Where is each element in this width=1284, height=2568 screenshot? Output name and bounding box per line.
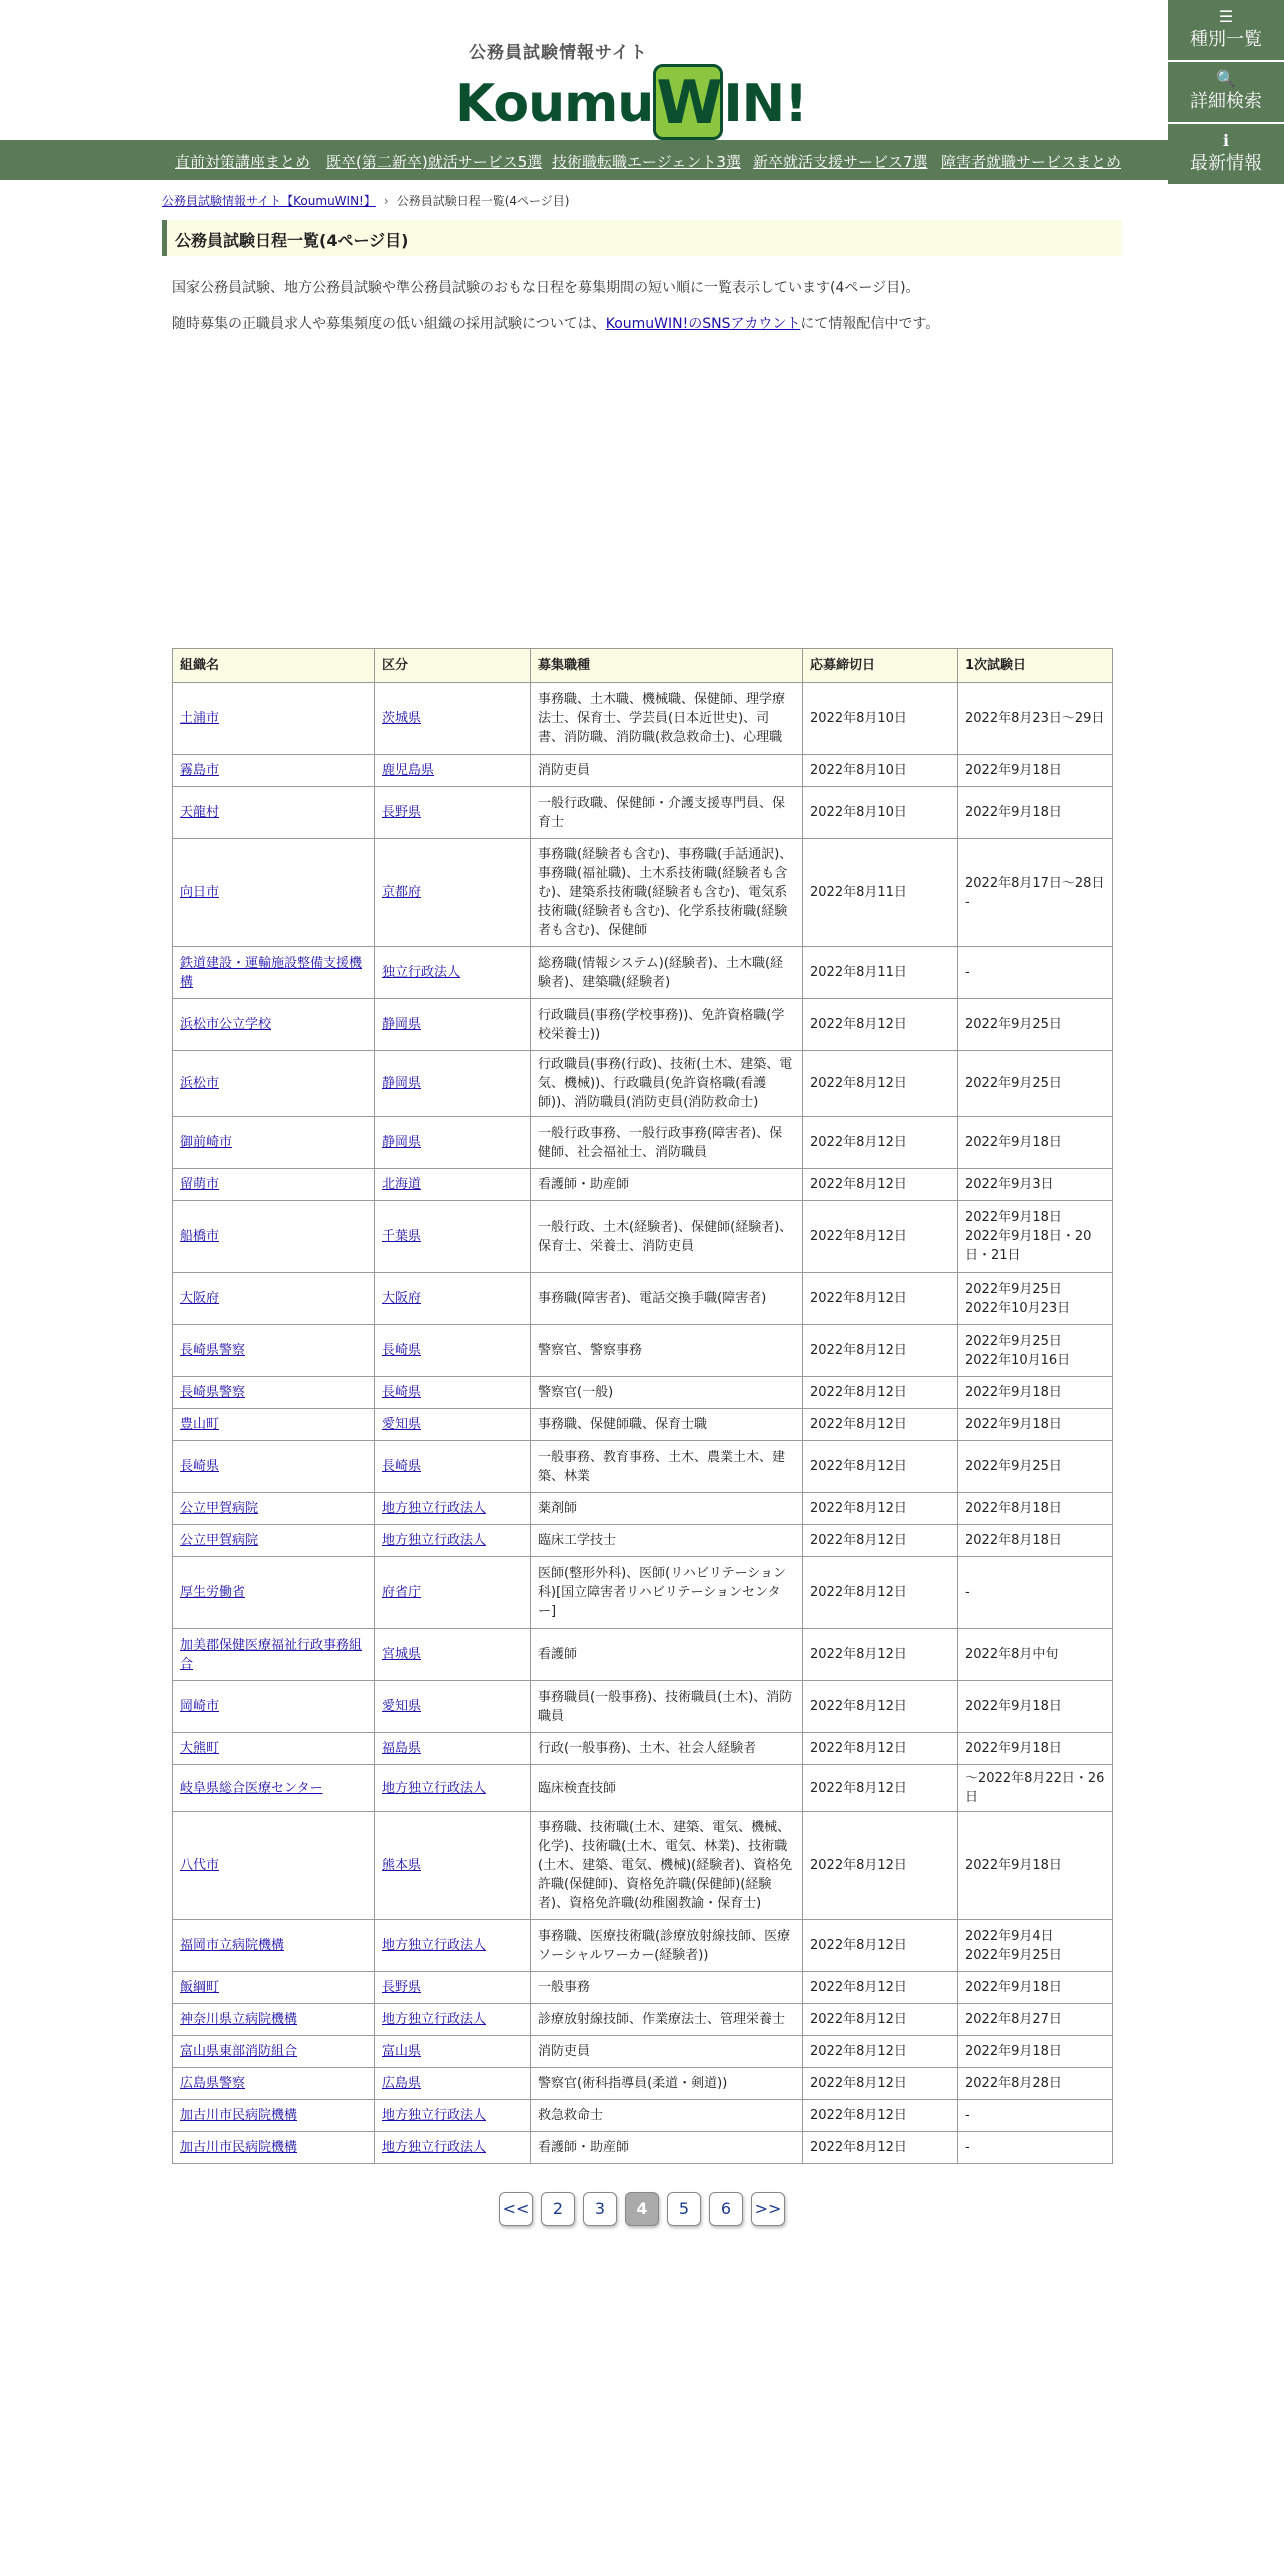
exam-date-cell: 2022年9月4日 2022年9月25日 (958, 1920, 1113, 1972)
deadline-cell: 2022年8月12日 (803, 2100, 958, 2132)
page-link[interactable]: >> (751, 2192, 785, 2226)
intro-text-after: にて情報配信中です。 (800, 316, 940, 332)
category-link[interactable]: 地方独立行政法人 (382, 1938, 487, 1953)
nav-link-newgrad-service[interactable]: 新卒就活支援サービス7選 (753, 153, 928, 171)
logo-w-mark: W (653, 64, 723, 140)
latest-info-button[interactable] (1168, 124, 1284, 186)
category-link[interactable]: 広島県 (382, 2076, 422, 2091)
deadline-cell: 2022年8月12日 (803, 1117, 958, 1169)
deadline-cell: 2022年8月12日 (803, 1201, 958, 1273)
exam-date-cell: 2022年9月25日 (958, 1441, 1113, 1493)
exam-date-cell: 2022年8月27日 (958, 2004, 1113, 2036)
breadcrumb-current: 公務員試験日程一覧(4ページ目) (396, 194, 570, 208)
table-row (173, 1557, 1113, 1629)
organization-cell (173, 1557, 375, 1629)
detail-search-button[interactable] (1168, 62, 1284, 124)
table-row (173, 1325, 1113, 1377)
deadline-cell: 2022年8月12日 (803, 1681, 958, 1733)
organization-cell (173, 1409, 375, 1441)
header-organization: 組織名 (173, 649, 375, 683)
deadline-cell: 2022年8月12日 (803, 1493, 958, 1525)
organization-cell (173, 1972, 375, 2004)
table-row (173, 1972, 1113, 2004)
deadline-cell: 2022年8月11日 (803, 947, 958, 999)
organization-link[interactable]: 厚生労働省 (180, 1585, 246, 1600)
organization-link[interactable]: 福岡市立病院機構 (180, 1938, 285, 1953)
page-title: 公務員試験日程一覧(4ページ目) (162, 220, 1122, 256)
table-row (173, 999, 1113, 1051)
category-link[interactable]: 長崎県 (382, 1343, 422, 1358)
pagination (0, 2192, 1284, 2226)
category-cell (375, 1765, 531, 1812)
exam-date-cell: 2022年9月18日 (958, 2036, 1113, 2068)
category-link[interactable]: 長野県 (382, 1980, 422, 1995)
deadline-cell: 2022年8月10日 (803, 755, 958, 787)
category-cell (375, 1377, 531, 1409)
organization-link[interactable]: 長崎県 (180, 1459, 220, 1474)
info-icon: ℹ (1222, 131, 1230, 150)
table-row (173, 947, 1113, 999)
table-body (173, 683, 1113, 2164)
organization-link[interactable]: 豊山町 (180, 1417, 220, 1432)
table-row (173, 755, 1113, 787)
deadline-cell: 2022年8月12日 (803, 1812, 958, 1920)
deadline-cell: 2022年8月12日 (803, 1377, 958, 1409)
organization-link[interactable]: 八代市 (180, 1858, 220, 1873)
deadline-cell: 2022年8月12日 (803, 2036, 958, 2068)
organization-cell (173, 2004, 375, 2036)
job-type-cell: 一般事務 (531, 1972, 803, 2004)
category-cell (375, 1493, 531, 1525)
exam-date-cell: 2022年9月18日 2022年9月18日・20日・21日 (958, 1201, 1113, 1273)
page-link[interactable]: 6 (709, 2192, 743, 2226)
exam-date-cell: 2022年9月18日 (958, 1681, 1113, 1733)
organization-link[interactable]: 神奈川県立病院機構 (180, 2012, 298, 2027)
page-link[interactable]: 3 (583, 2192, 617, 2226)
deadline-cell: 2022年8月12日 (803, 1169, 958, 1201)
table-row (173, 1920, 1113, 1972)
category-cell (375, 947, 531, 999)
job-type-cell: 行政(一般事務)、土木、社会人経験者 (531, 1733, 803, 1765)
organization-cell (173, 1812, 375, 1920)
category-cell (375, 2004, 531, 2036)
breadcrumb (162, 192, 569, 209)
table-row (173, 1681, 1113, 1733)
category-cell (375, 2068, 531, 2100)
category-cell (375, 2100, 531, 2132)
organization-cell (173, 1051, 375, 1117)
organization-cell (173, 1325, 375, 1377)
table-row (173, 1493, 1113, 1525)
sns-account-link[interactable]: KoumuWIN!のSNSアカウント (605, 316, 801, 332)
category-link[interactable]: 鹿児島県 (382, 763, 435, 778)
job-type-cell: 薬剤師 (531, 1493, 803, 1525)
organization-link[interactable]: 公立甲賀病院 (180, 1501, 259, 1516)
job-type-cell: 事務職、技術職(土木、建築、電気、機械、化学)、技術職(土木、電気、林業)、技術職(土木、建築、電気、機械)(経験者)、資格免許職(保健師)、資格免許職(保健師)(経験者)、資格免許職(幼稚園教諭・保育士) (531, 1812, 803, 1920)
job-type-cell: 事務職、保健師職、保育士職 (531, 1409, 803, 1441)
category-cell (375, 1051, 531, 1117)
category-link[interactable]: 地方独立行政法人 (382, 2140, 487, 2155)
category-link[interactable]: 独立行政法人 (382, 965, 461, 980)
exam-date-cell: 2022年9月18日 (958, 787, 1113, 839)
organization-cell (173, 2100, 375, 2132)
organization-link[interactable]: 公立甲賀病院 (180, 1533, 259, 1548)
exam-date-cell: - (958, 947, 1113, 999)
category-link[interactable]: 北海道 (382, 1177, 422, 1192)
job-type-cell: 事務職、医療技術職(診療放射線技師、医療ソーシャルワーカー(経験者)) (531, 1920, 803, 1972)
table-row (173, 1201, 1113, 1273)
category-link[interactable]: 茨城県 (382, 711, 422, 726)
organization-cell (173, 1733, 375, 1765)
job-type-cell: 行政職員(事務(行政)、技術(土木、建築、電気、機械))、行政職員(免許資格職(看護師))、消防職員(消防吏員(消防救命士) (531, 1051, 803, 1117)
organization-link[interactable]: 留萌市 (180, 1177, 220, 1192)
category-cell (375, 1441, 531, 1493)
exam-date-cell: 2022年9月18日 (958, 1812, 1113, 1920)
organization-cell (173, 1377, 375, 1409)
organization-cell (173, 947, 375, 999)
deadline-cell: 2022年8月12日 (803, 1525, 958, 1557)
category-cell (375, 1733, 531, 1765)
organization-cell (173, 1765, 375, 1812)
job-type-cell: 消防吏員 (531, 755, 803, 787)
table-row (173, 1525, 1113, 1557)
logo-subtitle: 公務員試験情報サイト (469, 43, 648, 63)
exam-date-cell: 2022年8月18日 (958, 1525, 1113, 1557)
job-type-cell: 看護師・助産師 (531, 2132, 803, 2164)
deadline-cell: 2022年8月12日 (803, 1765, 958, 1812)
table-row (173, 1629, 1113, 1681)
category-cell (375, 1812, 531, 1920)
exam-date-cell: 2022年8月中旬 (958, 1629, 1113, 1681)
nav-link-graduate-service[interactable]: 既卒(第二新卒)就活サービス5選 (326, 153, 543, 171)
organization-link[interactable]: 岡崎市 (180, 1699, 220, 1714)
category-cell (375, 1557, 531, 1629)
organization-link[interactable]: 浜松市公立学校 (180, 1017, 272, 1032)
nav-link-disability-service[interactable]: 障害者就職サービスまとめ (941, 153, 1122, 171)
category-link[interactable]: 長崎県 (382, 1385, 422, 1400)
organization-cell (173, 787, 375, 839)
menu-icon: ☰ (1218, 7, 1234, 26)
exam-date-cell: 2022年9月18日 (958, 1733, 1113, 1765)
category-cell (375, 1117, 531, 1169)
category-cell (375, 1409, 531, 1441)
job-type-cell: 一般行政職、保健師・介護支援専門員、保育士 (531, 787, 803, 839)
deadline-cell: 2022年8月12日 (803, 1972, 958, 2004)
category-link[interactable]: 静岡県 (382, 1076, 422, 1091)
category-link[interactable]: 福島県 (382, 1741, 422, 1756)
exam-date-cell: - (958, 2132, 1113, 2164)
deadline-cell: 2022年8月12日 (803, 1051, 958, 1117)
exam-date-cell: 2022年9月18日 (958, 1377, 1113, 1409)
organization-link[interactable]: 加古川市民病院機構 (180, 2108, 298, 2123)
page-link[interactable]: 5 (667, 2192, 701, 2226)
deadline-cell: 2022年8月12日 (803, 1629, 958, 1681)
category-link[interactable]: 長野県 (382, 805, 422, 820)
category-link[interactable]: 静岡県 (382, 1135, 422, 1150)
organization-link[interactable]: 飯綱町 (180, 1980, 220, 1995)
organization-cell (173, 2132, 375, 2164)
category-link[interactable]: 地方独立行政法人 (382, 1501, 487, 1516)
deadline-cell: 2022年8月12日 (803, 1733, 958, 1765)
organization-cell (173, 999, 375, 1051)
organization-cell (173, 839, 375, 947)
table-row (173, 1117, 1113, 1169)
job-type-cell: 行政職員(事務(学校事務))、免許資格職(学校栄養士)) (531, 999, 803, 1051)
organization-link[interactable]: 大阪府 (180, 1291, 220, 1306)
exam-date-cell: 2022年8月23日～29日 (958, 683, 1113, 755)
category-cell (375, 999, 531, 1051)
organization-cell (173, 1441, 375, 1493)
organization-link[interactable]: 加美郡保健医療福祉行政事務組合 (180, 1637, 363, 1672)
job-type-cell: 一般行政事務、一般行政事務(障害者)、保健師、社会福祉士、消防職員 (531, 1117, 803, 1169)
organization-cell (173, 1273, 375, 1325)
table-row (173, 839, 1113, 947)
organization-link[interactable]: 大熊町 (180, 1741, 220, 1756)
organization-cell (173, 1117, 375, 1169)
detail-search-label: 詳細検索 (1190, 91, 1262, 112)
organization-link[interactable]: 霧島市 (180, 763, 220, 778)
exam-date-cell: 2022年9月18日 (958, 1117, 1113, 1169)
category-cell (375, 2132, 531, 2164)
global-nav (0, 140, 1284, 180)
job-type-cell: 臨床検査技師 (531, 1765, 803, 1812)
deadline-cell: 2022年8月12日 (803, 1441, 958, 1493)
organization-cell (173, 755, 375, 787)
logo-wordmark (455, 64, 807, 138)
category-link[interactable]: 長崎県 (382, 1459, 422, 1474)
organization-cell (173, 1681, 375, 1733)
exam-date-cell: 2022年8月28日 (958, 2068, 1113, 2100)
deadline-cell: 2022年8月12日 (803, 1273, 958, 1325)
job-type-cell: 事務職、土木職、機械職、保健師、理学療法士、保育士、学芸員(日本近世史)、司書、消防職、消防職(救急救命士)、心理職 (531, 683, 803, 755)
category-list-button[interactable] (1168, 0, 1284, 62)
organization-link[interactable]: 広島県警察 (180, 2076, 246, 2091)
category-list-label: 種別一覧 (1190, 29, 1262, 50)
category-link[interactable]: 地方独立行政法人 (382, 2108, 487, 2123)
organization-cell (173, 683, 375, 755)
table-row (173, 1377, 1113, 1409)
deadline-cell: 2022年8月10日 (803, 683, 958, 755)
table-row (173, 2068, 1113, 2100)
category-link[interactable]: 愛知県 (382, 1699, 422, 1714)
category-cell (375, 1525, 531, 1557)
job-type-cell: 救急救命士 (531, 2100, 803, 2132)
category-cell (375, 1201, 531, 1273)
job-type-cell: 臨床工学技士 (531, 1525, 803, 1557)
breadcrumb-separator: › (383, 194, 389, 208)
deadline-cell: 2022年8月10日 (803, 787, 958, 839)
organization-link[interactable]: 長崎県警察 (180, 1385, 246, 1400)
category-cell (375, 1325, 531, 1377)
organization-link[interactable]: 鉄道建設・運輸施設整備支援機構 (180, 955, 363, 990)
exam-date-cell: 2022年9月18日 (958, 1409, 1113, 1441)
deadline-cell: 2022年8月12日 (803, 1409, 958, 1441)
search-icon: 🔍 (1216, 69, 1236, 88)
deadline-cell: 2022年8月12日 (803, 1557, 958, 1629)
exam-date-cell: ～2022年8月22日・26日 (958, 1765, 1113, 1812)
organization-cell (173, 2068, 375, 2100)
site-header (0, 0, 1284, 140)
organization-link[interactable]: 船橋市 (180, 1229, 220, 1244)
category-cell (375, 1169, 531, 1201)
exam-date-cell: 2022年9月18日 (958, 755, 1113, 787)
header-first-exam-date: 1次試験日 (958, 649, 1113, 683)
deadline-cell: 2022年8月12日 (803, 2132, 958, 2164)
exam-date-cell: 2022年8月17日～28日 - (958, 839, 1113, 947)
category-cell (375, 683, 531, 755)
category-cell (375, 755, 531, 787)
table-row (173, 1051, 1113, 1117)
job-type-cell: 警察官、警察事務 (531, 1325, 803, 1377)
organization-cell (173, 1493, 375, 1525)
table-row (173, 2100, 1113, 2132)
exam-date-cell: 2022年8月18日 (958, 1493, 1113, 1525)
category-cell (375, 839, 531, 947)
organization-link[interactable]: 加古川市民病院機構 (180, 2140, 298, 2155)
exam-schedule-table-wrapper (172, 648, 1112, 2164)
table-row (173, 1765, 1113, 1812)
deadline-cell: 2022年8月12日 (803, 1920, 958, 1972)
job-type-cell: 看護師・助産師 (531, 1169, 803, 1201)
organization-link[interactable]: 岐阜県総合医療センター (180, 1780, 323, 1796)
table-header-row (173, 649, 1113, 683)
job-type-cell: 医師(整形外科)、医師(リハビリテーション科)[国立障害者リハビリテーションセンター] (531, 1557, 803, 1629)
job-type-cell: 一般行政、土木(経験者)、保健師(経験者)、保育士、栄養士、消防吏員 (531, 1201, 803, 1273)
table-row (173, 1273, 1113, 1325)
category-link[interactable]: 富山県 (382, 2044, 422, 2059)
latest-info-label: 最新情報 (1190, 153, 1262, 174)
organization-cell (173, 1169, 375, 1201)
table-row (173, 787, 1113, 839)
category-cell (375, 1273, 531, 1325)
deadline-cell: 2022年8月12日 (803, 999, 958, 1051)
exam-date-cell: 2022年9月25日 2022年10月23日 (958, 1273, 1113, 1325)
job-type-cell: 警察官(一般) (531, 1377, 803, 1409)
category-link[interactable]: 宮城県 (382, 1647, 422, 1662)
category-cell (375, 1629, 531, 1681)
table-row (173, 683, 1113, 755)
organization-cell (173, 1920, 375, 1972)
header-job-type: 募集職種 (531, 649, 803, 683)
category-link[interactable]: 大阪府 (382, 1291, 422, 1306)
nav-link-exam-prep[interactable]: 直前対策講座まとめ (175, 153, 311, 171)
job-type-cell: 診療放射線技師、作業療法士、管理栄養士 (531, 2004, 803, 2036)
logo-text-in: IN! (723, 74, 807, 134)
organization-link[interactable]: 浜松市 (180, 1076, 220, 1091)
category-link[interactable]: 静岡県 (382, 1017, 422, 1032)
organization-cell (173, 1201, 375, 1273)
job-type-cell: 事務職(障害者)、電話交換手職(障害者) (531, 1273, 803, 1325)
category-cell (375, 787, 531, 839)
exam-date-cell: 2022年9月25日 (958, 999, 1113, 1051)
exam-date-cell: 2022年9月25日 2022年10月16日 (958, 1325, 1113, 1377)
deadline-cell: 2022年8月12日 (803, 2068, 958, 2100)
intro-paragraph-2 (172, 313, 939, 333)
header-deadline: 応募締切日 (803, 649, 958, 683)
intro-paragraph-1: 国家公務員試験、地方公務員試験や準公務員試験のおもな日程を募集期間の短い順に一覧表示しています(4ページ目)。 (172, 280, 920, 296)
job-type-cell: 消防吏員 (531, 2036, 803, 2068)
exam-date-cell: 2022年9月3日 (958, 1169, 1113, 1201)
deadline-cell: 2022年8月11日 (803, 839, 958, 947)
table-row (173, 1409, 1113, 1441)
category-link[interactable]: 府省庁 (382, 1585, 422, 1600)
category-link[interactable]: 地方独立行政法人 (382, 1533, 487, 1548)
table-row (173, 1812, 1113, 1920)
exam-date-cell: 2022年9月25日 (958, 1051, 1113, 1117)
organization-cell (173, 1525, 375, 1557)
exam-date-cell: - (958, 1557, 1113, 1629)
table-row (173, 2132, 1113, 2164)
nav-link-tech-agent[interactable]: 技術職転職エージェント3選 (552, 153, 741, 171)
category-link[interactable]: 地方独立行政法人 (382, 2012, 487, 2027)
exam-date-cell: 2022年9月18日 (958, 1972, 1113, 2004)
job-type-cell: 看護師 (531, 1629, 803, 1681)
table-row (173, 2036, 1113, 2068)
intro-text-before: 随時募集の正職員求人や募集頻度の低い組織の採用試験については、 (172, 316, 606, 332)
deadline-cell: 2022年8月12日 (803, 1325, 958, 1377)
exam-schedule-table (172, 648, 1113, 2164)
organization-link[interactable]: 御前崎市 (180, 1135, 233, 1150)
organization-link[interactable]: 土浦市 (180, 711, 220, 726)
table-row (173, 1169, 1113, 1201)
page-link[interactable]: 2 (541, 2192, 575, 2226)
category-cell (375, 1920, 531, 1972)
header-category: 区分 (375, 649, 531, 683)
job-type-cell: 事務職員(一般事務)、技術職員(土木)、消防職員 (531, 1681, 803, 1733)
page-link[interactable]: << (499, 2192, 533, 2226)
category-link[interactable]: 千葉県 (382, 1229, 422, 1244)
table-row (173, 1733, 1113, 1765)
organization-link[interactable]: 長崎県警察 (180, 1343, 246, 1358)
category-link[interactable]: 熊本県 (382, 1858, 422, 1873)
page-current: 4 (625, 2192, 659, 2226)
job-type-cell: 一般事務、教育事務、土木、農業土木、建築、林業 (531, 1441, 803, 1493)
organization-link[interactable]: 富山県東部消防組合 (180, 2044, 298, 2059)
organization-link[interactable]: 天龍村 (180, 805, 220, 820)
job-type-cell: 警察官(術科指導員(柔道・剣道)) (531, 2068, 803, 2100)
category-link[interactable]: 京都府 (382, 885, 422, 900)
job-type-cell: 総務職(情報システム)(経験者)、土木職(経験者)、建築職(経験者) (531, 947, 803, 999)
organization-cell (173, 1629, 375, 1681)
job-type-cell: 事務職(経験者も含む)、事務職(手話通訳)、事務職(福祉職)、土木系技術職(経験者も含む)、建築系技術職(経験者も含む)、電気系技術職(経験者も含む)、化学系技術職(経験者も含む)、保健師 (531, 839, 803, 947)
table-row (173, 1441, 1113, 1493)
site-logo[interactable] (455, 28, 830, 138)
side-menu (1168, 0, 1284, 186)
category-link[interactable]: 愛知県 (382, 1417, 422, 1432)
table-row (173, 2004, 1113, 2036)
category-link[interactable]: 地方独立行政法人 (382, 1780, 487, 1796)
logo-text-koumu: Koumu (455, 74, 654, 134)
exam-date-cell: - (958, 2100, 1113, 2132)
breadcrumb-home-link[interactable]: 公務員試験情報サイト【KoumuWIN!】 (162, 194, 376, 208)
category-cell (375, 1681, 531, 1733)
deadline-cell: 2022年8月12日 (803, 2004, 958, 2036)
category-cell (375, 1972, 531, 2004)
organization-cell (173, 2036, 375, 2068)
organization-link[interactable]: 向日市 (180, 885, 220, 900)
category-cell (375, 2036, 531, 2068)
